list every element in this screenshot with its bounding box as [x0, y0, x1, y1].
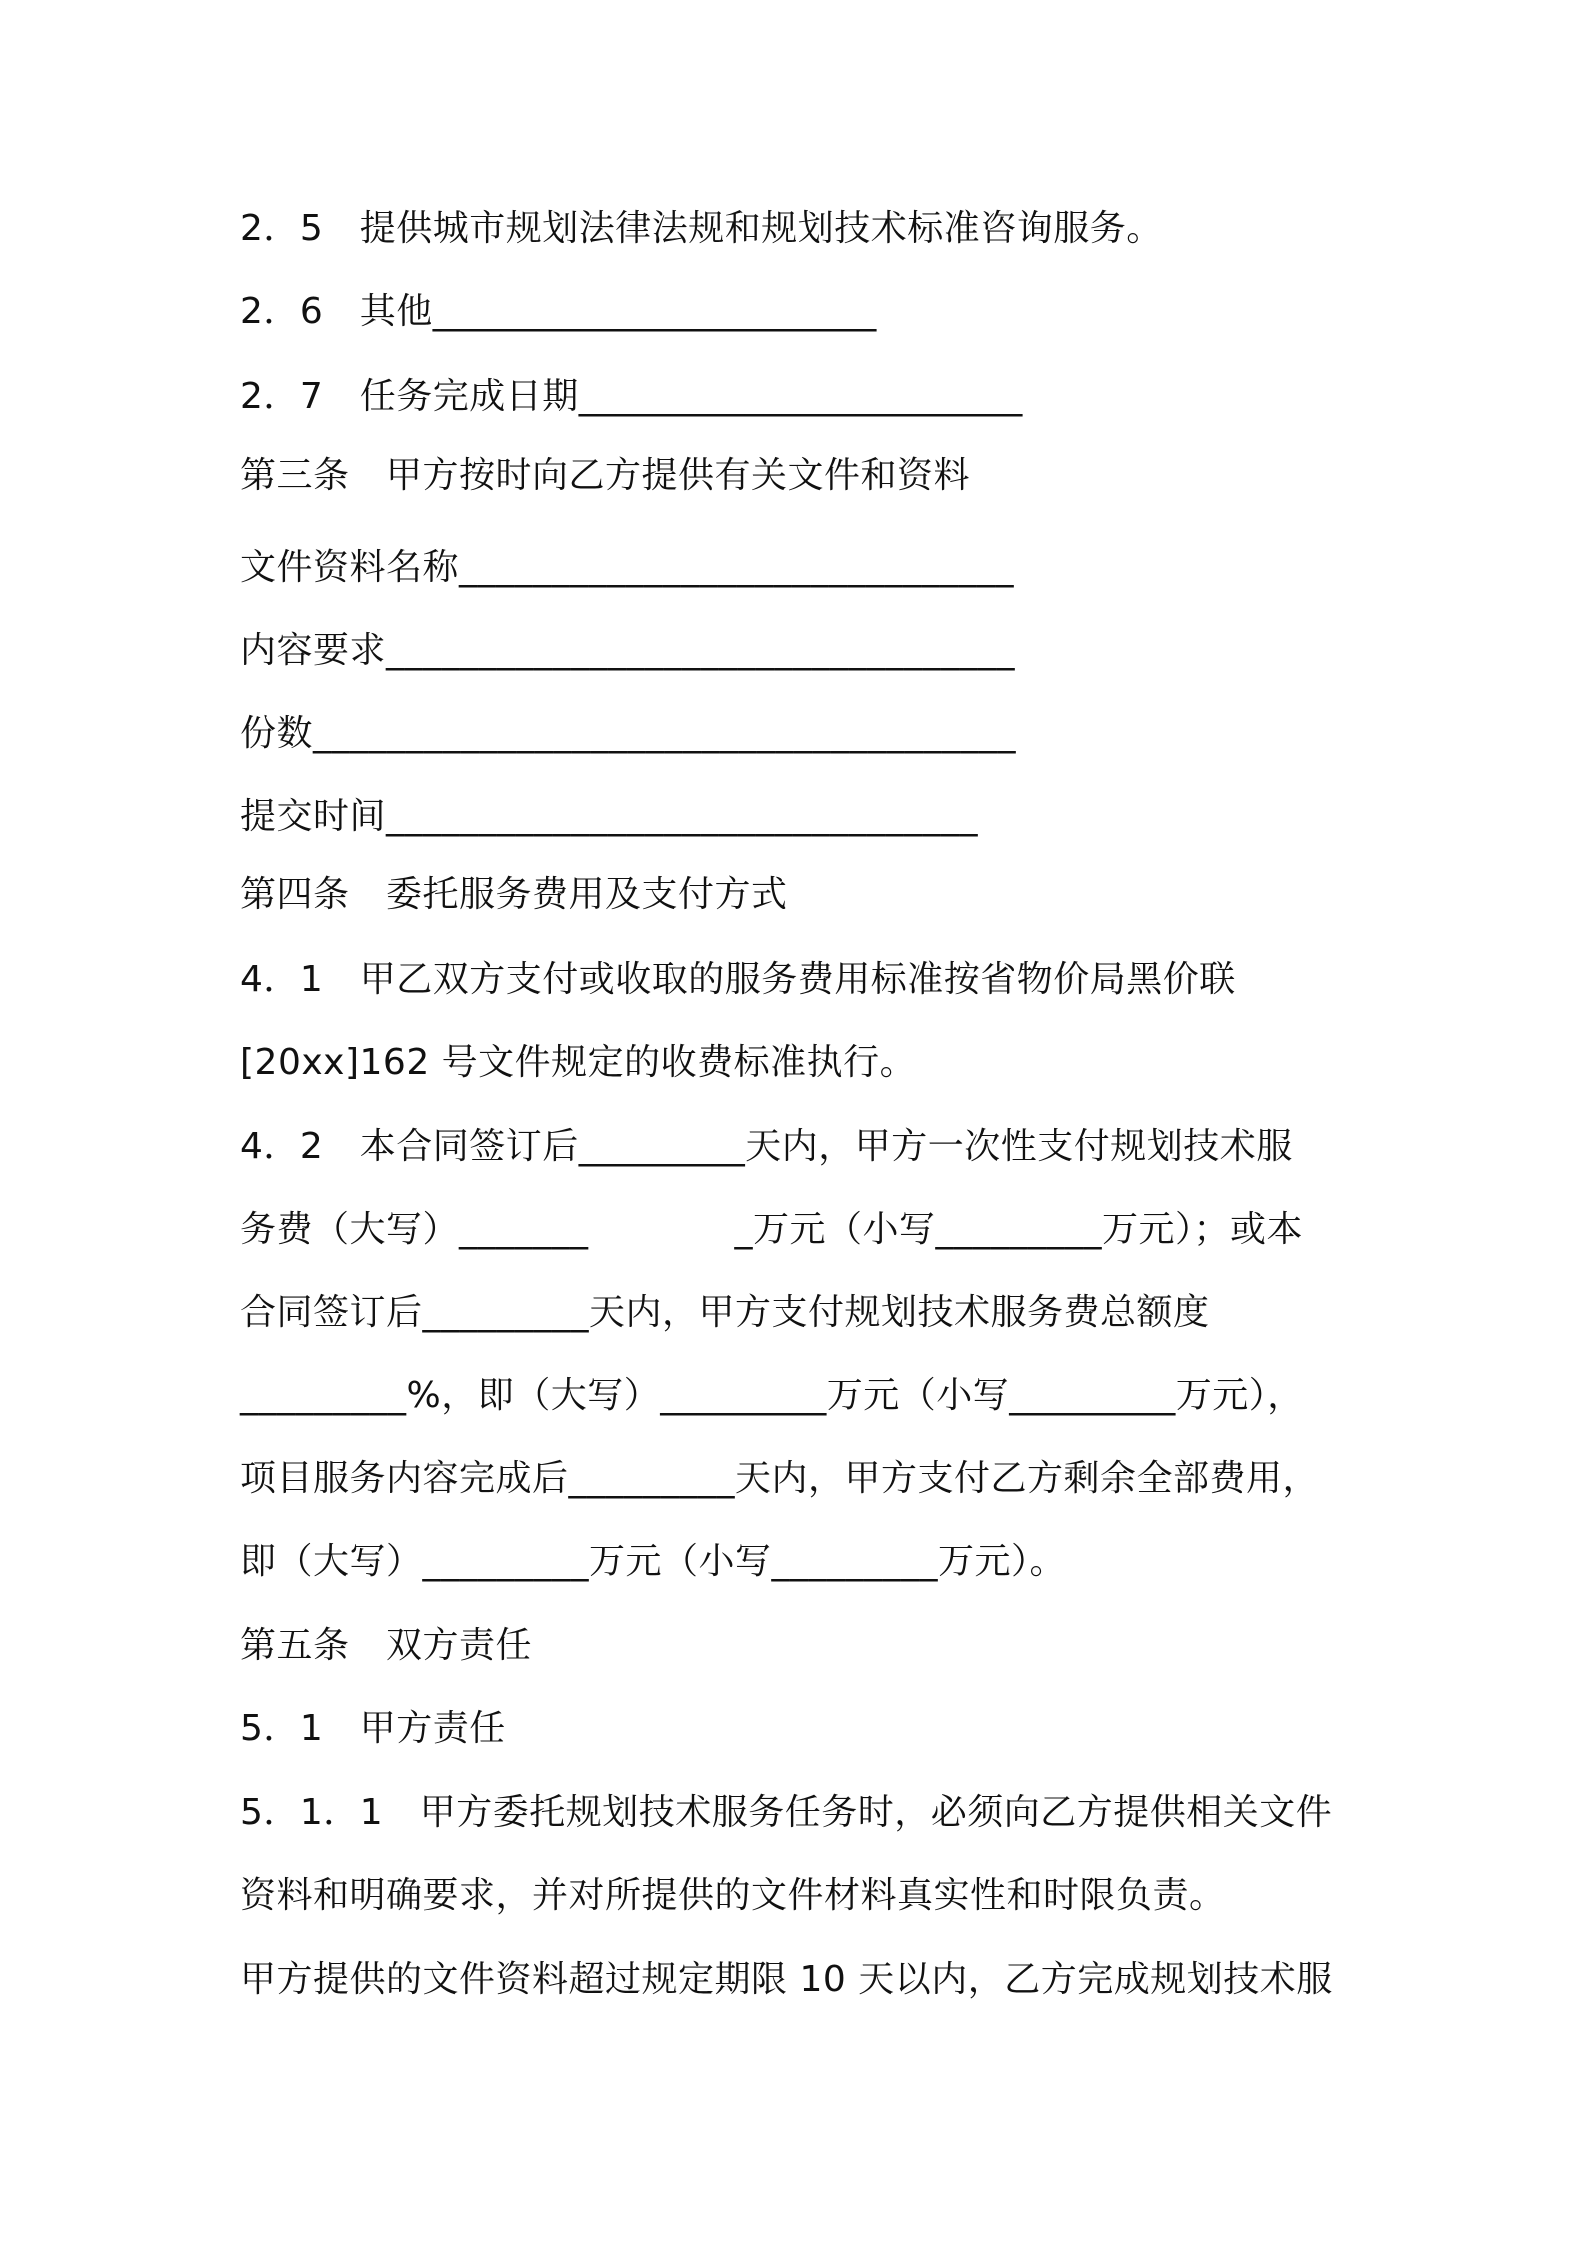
- field-content-requirement: 内容要求__________________________________: [240, 630, 1016, 671]
- article-3-heading: 第三条 甲方按时向乙方提供有关文件和资料: [240, 455, 971, 496]
- clause-4-2-line-2: 务费（大写）_______ _万元（小写_________万元）；或本: [240, 1209, 1304, 1250]
- clause-5-1-1-continued: 资料和明确要求，并对所提供的文件材料真实性和时限负责。: [240, 1875, 1226, 1916]
- clause-4-1: 4．1 甲乙双方支付或收取的服务费用标准按省物价局黑价联: [240, 959, 1236, 1000]
- field-copies: 份数______________________________________: [240, 713, 1016, 754]
- clause-4-2-line-6: 即（大写）_________万元（小写_________万元）。: [240, 1541, 1067, 1582]
- article-4-heading: 第四条 委托服务费用及支付方式: [240, 874, 788, 915]
- clause-2-5: 2．5 提供城市规划法律法规和规划技术标准咨询服务。: [240, 208, 1163, 249]
- clause-4-2-line-3: 合同签订后_________天内，甲方支付规划技术服务费总额度: [240, 1292, 1210, 1333]
- field-submission-time: 提交时间________________________________: [240, 796, 979, 837]
- clause-2-7: 2．7 任务完成日期________________________: [240, 376, 1023, 417]
- field-document-name: 文件资料名称______________________________: [240, 547, 1015, 588]
- clause-4-2-line-4: _________%，即（大写）_________万元（小写_________万元），: [240, 1375, 1304, 1416]
- clause-4-1-continued: [20xx]162 号文件规定的收费标准执行。: [240, 1042, 917, 1083]
- clause-5-1: 5．1 甲方责任: [240, 1708, 506, 1749]
- article-5-heading: 第五条 双方责任: [240, 1625, 533, 1666]
- clause-5-1-1: 5．1．1 甲方委托规划技术服务任务时，必须向乙方提供相关文件: [240, 1792, 1333, 1833]
- clause-2-6: 2．6 其他________________________: [240, 291, 877, 332]
- clause-5-1-1-paragraph: 甲方提供的文件资料超过规定期限 10 天以内，乙方完成规划技术服: [240, 1959, 1333, 2000]
- clause-4-2: 4．2 本合同签订后_________天内，甲方一次性支付规划技术服: [240, 1126, 1293, 1167]
- clause-4-2-line-5: 项目服务内容完成后_________天内，甲方支付乙方剩余全部费用，: [240, 1458, 1320, 1499]
